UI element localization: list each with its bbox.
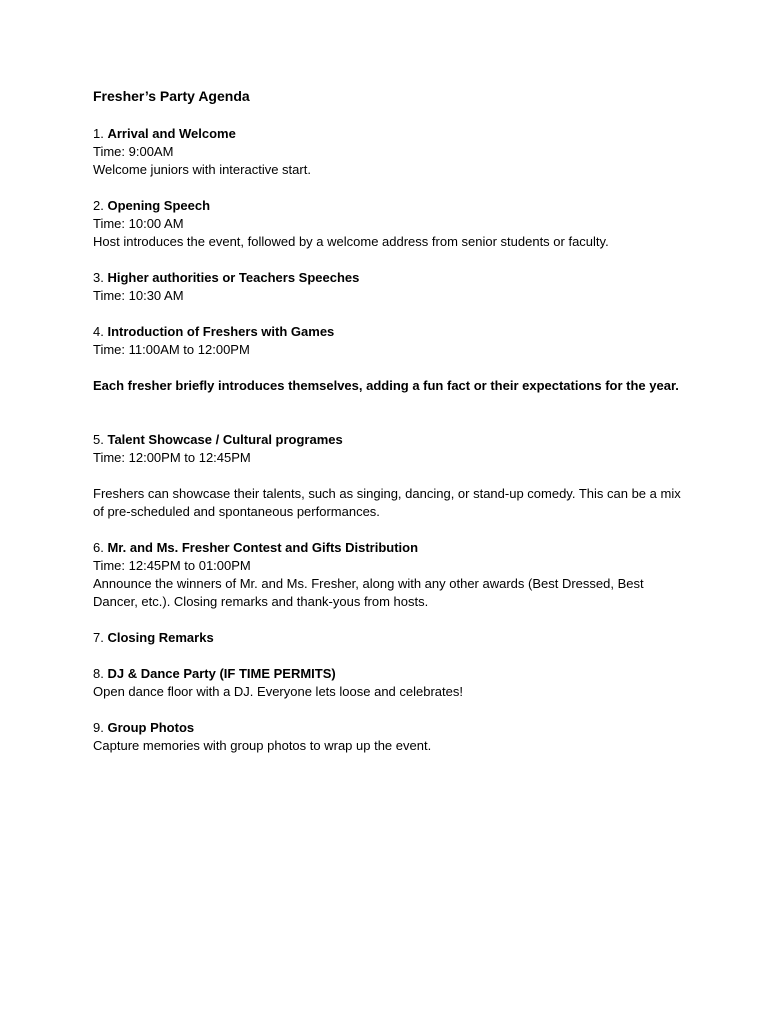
agenda-item-name: Mr. and Ms. Fresher Contest and Gifts Distribution — [107, 540, 419, 555]
agenda-item-name: Talent Showcase / Cultural programes — [107, 432, 343, 447]
agenda-item-name: DJ & Dance Party (IF TIME PERMITS) — [107, 666, 336, 681]
agenda-item-8 — [93, 665, 683, 701]
agenda-item-number: 8. — [93, 666, 104, 681]
agenda-item-heading — [93, 197, 683, 215]
agenda-item-5 — [93, 431, 683, 521]
agenda-item-name: Group Photos — [107, 720, 195, 735]
agenda-item-heading — [93, 125, 683, 143]
agenda-item-3 — [93, 269, 683, 305]
agenda-item-name: Introduction of Freshers with Games — [107, 324, 335, 339]
agenda-item-description: Open dance floor with a DJ. Everyone lets loose and celebrates! — [93, 684, 463, 699]
agenda-item-description: Capture memories with group photos to wrap up the event. — [93, 738, 432, 753]
agenda-item-name: Closing Remarks — [107, 630, 214, 645]
agenda-item-number: 9. — [93, 720, 104, 735]
agenda-item-description: Welcome juniors with interactive start. — [93, 162, 311, 177]
agenda-item-time: Time: 10:30 AM — [93, 288, 184, 303]
agenda-item-description: Host introduces the event, followed by a welcome address from senior students or faculty. — [93, 234, 609, 249]
agenda-item-1 — [93, 125, 683, 179]
agenda-item-time: Time: 10:00 AM — [93, 216, 184, 231]
agenda-item-name: Higher authorities or Teachers Speeches — [107, 270, 360, 285]
agenda-item-heading — [93, 719, 683, 737]
agenda-item-2 — [93, 197, 683, 251]
document-title: Fresher’s Party Agenda — [93, 88, 250, 104]
agenda-item-heading — [93, 269, 683, 287]
agenda-item-name: Arrival and Welcome — [107, 126, 236, 141]
agenda-item-time: Time: 12:45PM to 01:00PM — [93, 558, 251, 573]
agenda-item-number: 3. — [93, 270, 108, 285]
agenda-item-9 — [93, 719, 683, 755]
agenda-item-number: 7. — [93, 630, 104, 645]
agenda-item-number: 6. — [93, 540, 104, 555]
agenda-item-4 — [93, 323, 683, 395]
agenda-item-number: 2. — [93, 198, 104, 213]
agenda-item-6 — [93, 539, 683, 611]
agenda-item-number: 4. — [93, 324, 104, 339]
document-page — [93, 86, 683, 773]
agenda-item-heading — [93, 323, 683, 341]
agenda-item-description: Freshers can showcase their talents, such as singing, dancing, or stand-up comedy. This can be a mix of pre-scheduled and spontaneous performances. — [93, 486, 681, 519]
agenda-item-7 — [93, 629, 683, 647]
agenda-item-description: Announce the winners of Mr. and Ms. Fresher, along with any other awards (Best Dressed, Best Dancer, etc.). Closing remarks and thank-yous from hosts. — [93, 576, 644, 609]
agenda-item-heading — [93, 665, 683, 683]
agenda-item-time: Time: 9:00AM — [93, 144, 174, 159]
agenda-item-time: Time: 11:00AM to 12:00PM — [93, 342, 250, 357]
agenda-item-number: 5. — [93, 432, 104, 447]
agenda-item-heading — [93, 629, 683, 647]
agenda-item-note: Each fresher briefly introduces themselves, adding a fun fact or their expectations for the year. — [93, 378, 679, 393]
agenda-item-heading — [93, 431, 683, 449]
agenda-item-heading — [93, 539, 683, 557]
agenda-item-number: 1. — [93, 126, 104, 141]
agenda-item-name: Opening Speech — [107, 198, 211, 213]
agenda-item-time: Time: 12:00PM to 12:45PM — [93, 450, 251, 465]
